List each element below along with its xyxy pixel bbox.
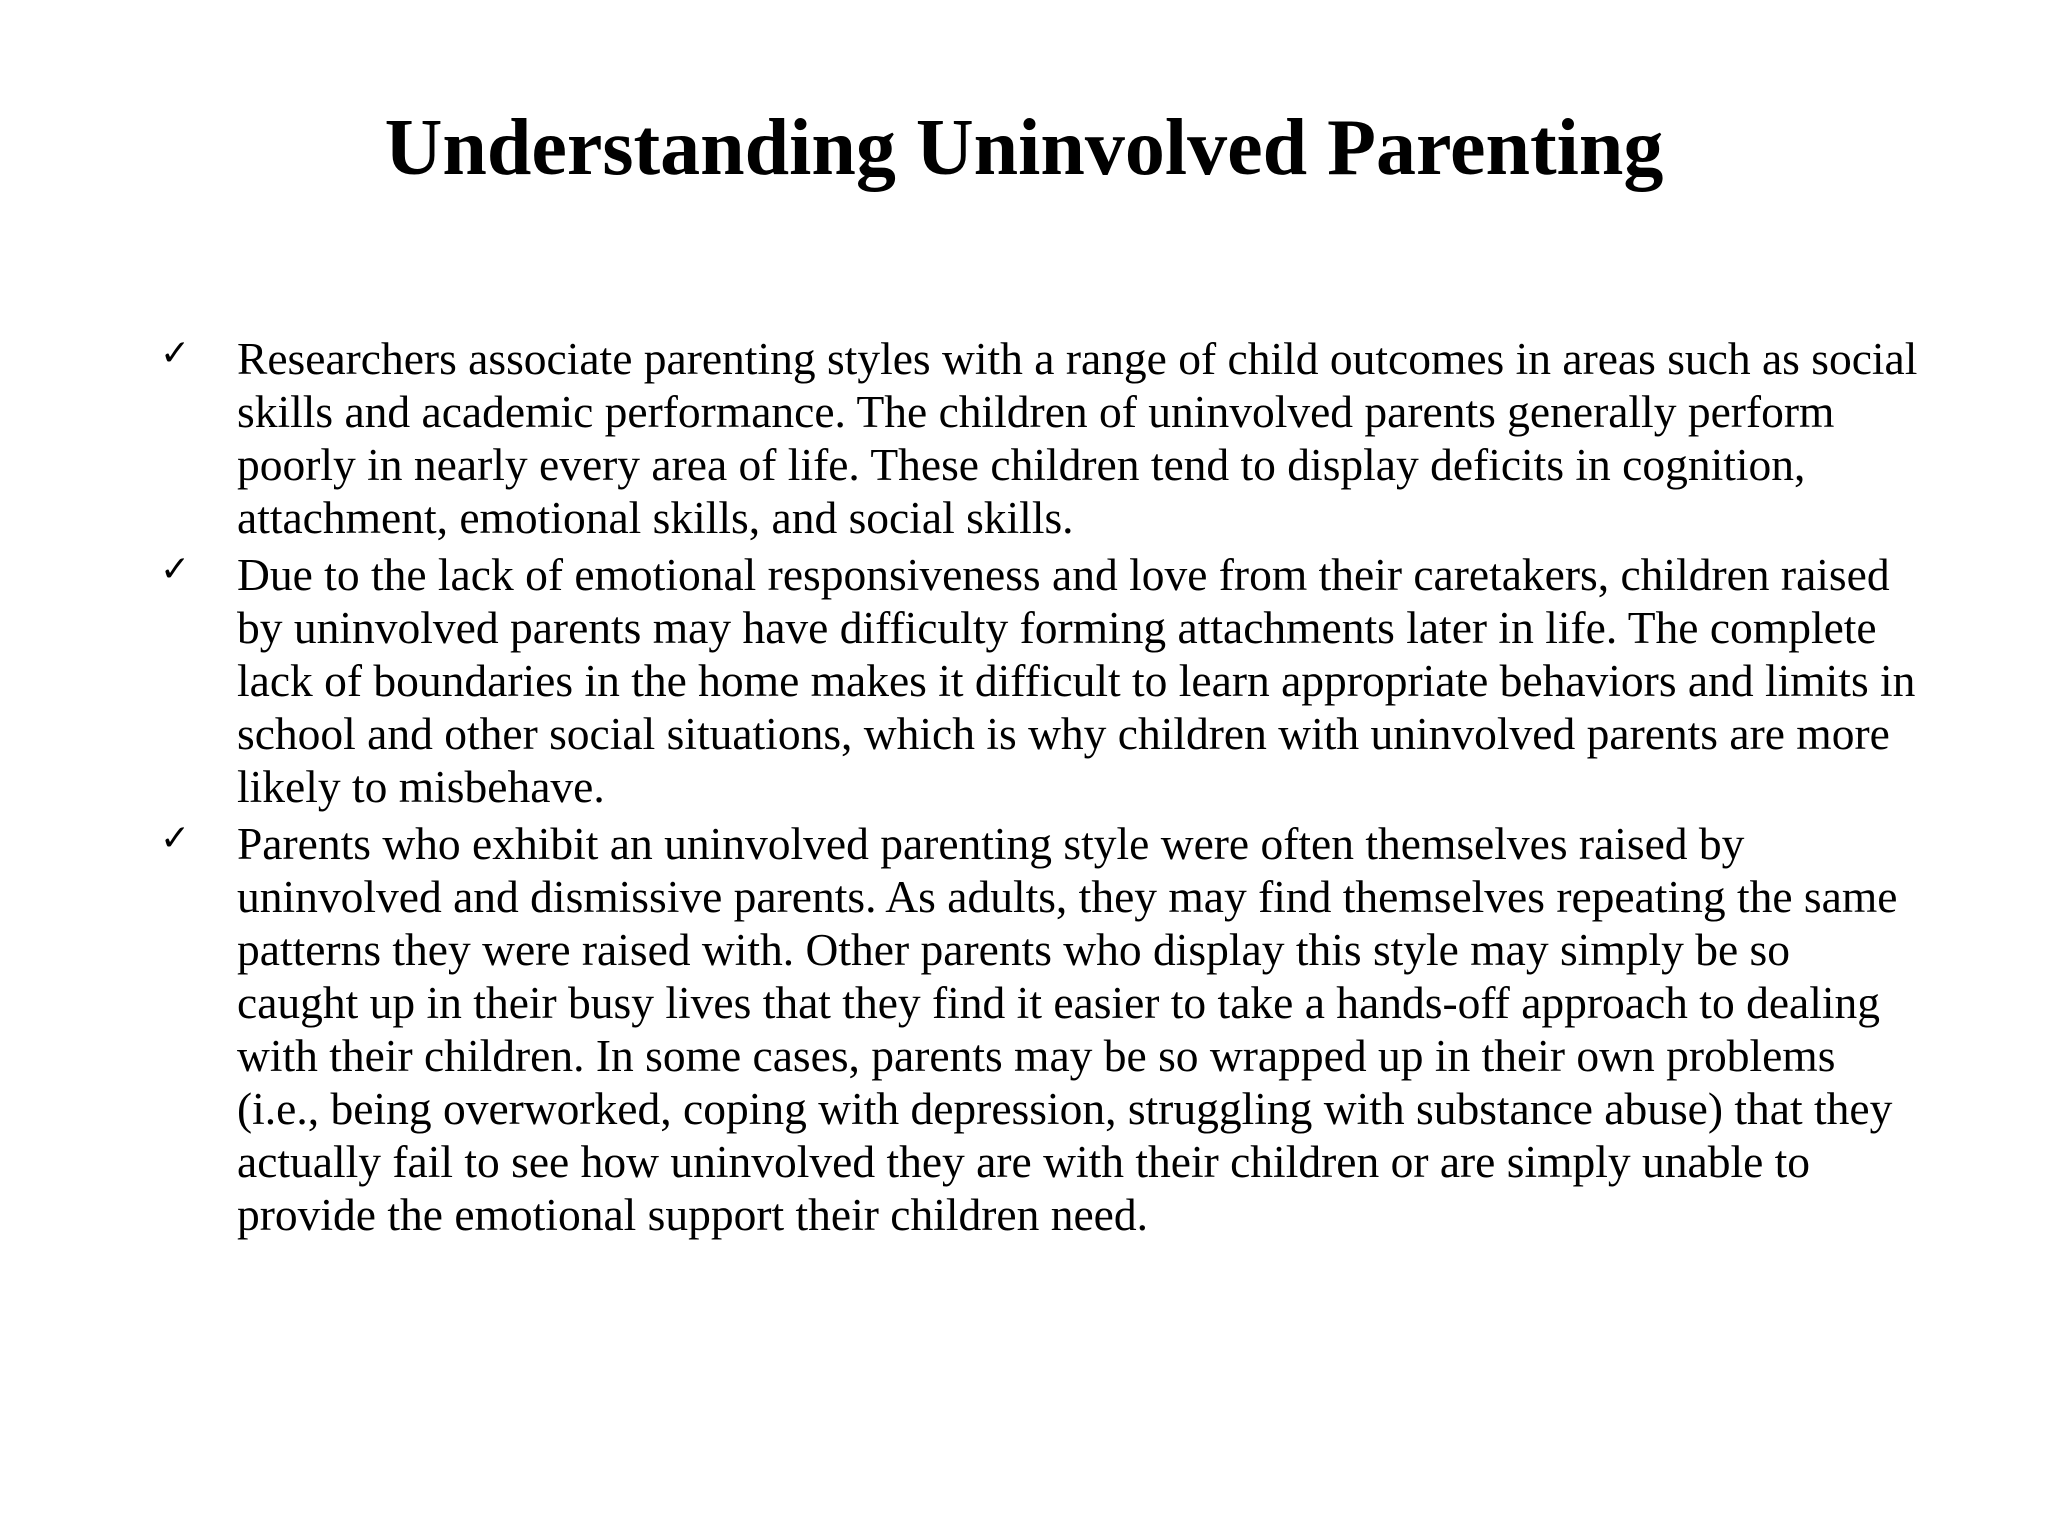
- bullet-text: Parents who exhibit an uninvolved parenting style were often themselves raised by uninvolved and dismissive parents. As adults, they may find themselves repeating the same patterns they were raised with. Other parents who display this style may simply be so caught up in their busy lives that they find it easier to take a hands-off approach to dealing with their children. In some cases, parents may be so wrapped up in their own problems (i.e., being overworked, coping with depression, struggling with substance abuse) that they actually fail to see how uninvolved they are with their children or are simply unable to provide the emotional support their children need.: [237, 818, 1898, 1240]
- checkmark-icon: ✓: [160, 549, 191, 590]
- bullet-text: Researchers associate parenting styles with a range of child outcomes in areas such as social skills and academic performance. The children of uninvolved parents generally perform poorly in nearly every area of life. These children tend to display deficits in cognition, attachment, emotional skills, and social skills.: [237, 333, 1918, 543]
- bullet-list: [160, 332, 1920, 1245]
- bullet-item: [160, 548, 1920, 813]
- slide-title: Understanding Uninvolved Parenting: [384, 104, 1664, 192]
- bullet-text: Due to the lack of emotional responsiveness and love from their caretakers, children raised by uninvolved parents may have difficulty forming attachments later in life. The complete lack of boundaries in the home makes it difficult to learn appropriate behaviors and limits in school and other social situations, which is why children with uninvolved parents are more likely to misbehave.: [237, 549, 1916, 812]
- checkmark-icon: ✓: [160, 818, 191, 859]
- checkmark-icon: ✓: [160, 333, 191, 374]
- bullet-item: [160, 817, 1920, 1241]
- bullet-item: [160, 332, 1920, 544]
